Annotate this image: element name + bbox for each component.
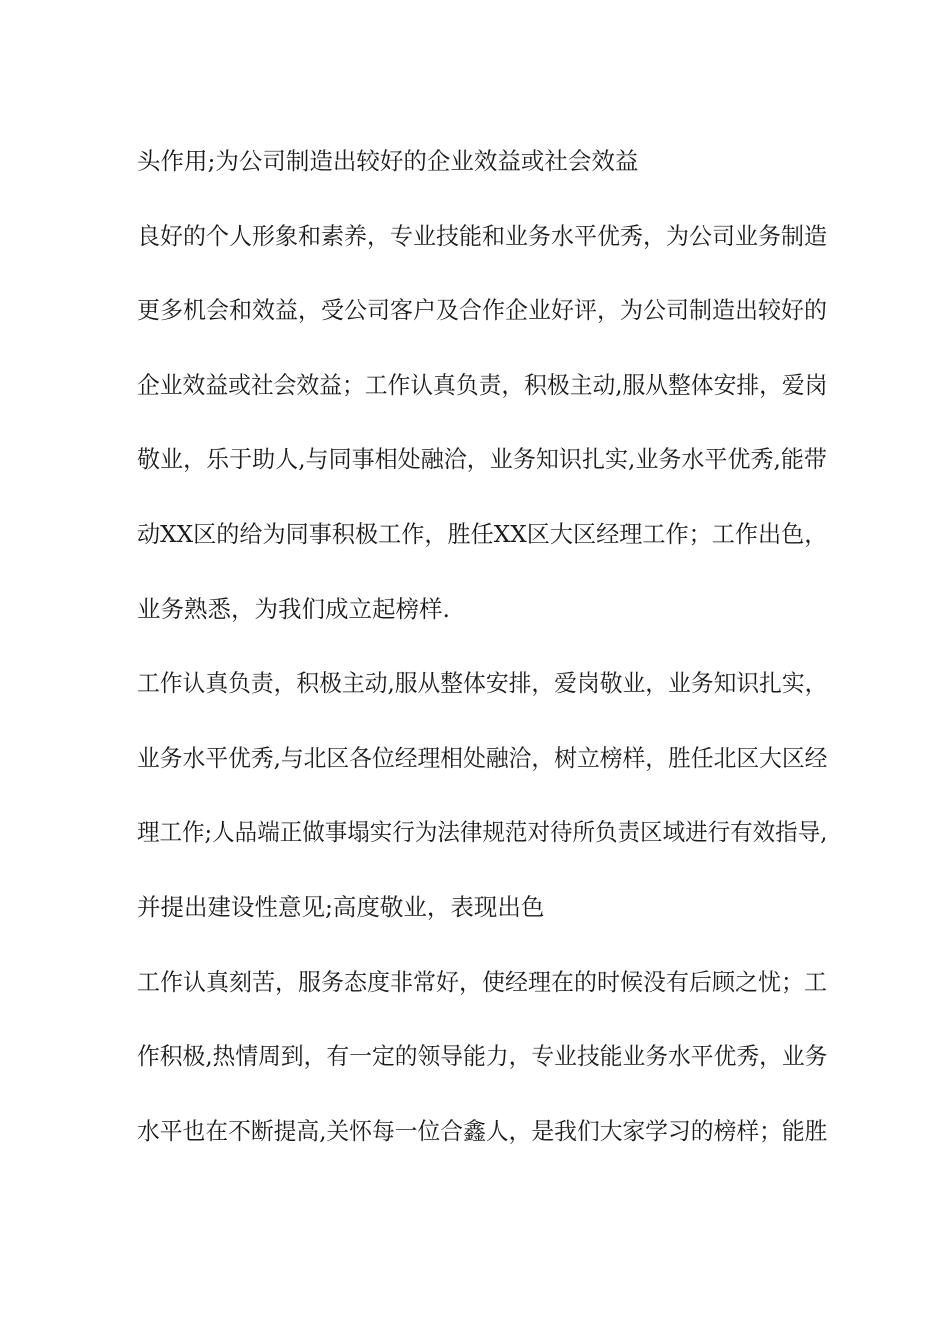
text-line-2: 良好的个人形象和素养，专业技能和业务水平优秀，为公司业务制造 bbox=[137, 222, 827, 250]
text-line-14: 水平也在不断提高,关怀每一位合鑫人，是我们大家学习的榜样；能胜 bbox=[137, 1117, 828, 1145]
text-line-1: 头作用;为公司制造出较好的企业效益或社会效益 bbox=[137, 147, 639, 175]
text-line-5: 敬业，乐于助人,与同事相处融洽，业务知识扎实,业务水平优秀,能带 bbox=[137, 445, 827, 473]
text-line-13: 作积极,热情周到，有一定的领导能力，专业技能业务水平优秀，业务 bbox=[137, 1042, 828, 1070]
text-line-6: 动XX区的给为同事积极工作，胜任XX区大区经理工作；工作出色， bbox=[137, 520, 828, 548]
text-line-4: 企业效益或社会效益；工作认真负责，积极主动,服从整体安排，爱岗 bbox=[137, 371, 828, 399]
text-line-10: 理工作;人品端正做事塌实行为法律规范对待所负责区域进行有效指导, bbox=[137, 818, 828, 846]
text-line-8: 工作认真负责，积极主动,服从整体安排，爱岗敬业，业务知识扎实， bbox=[137, 669, 828, 697]
text-line-9: 业务水平优秀,与北区各位经理相处融洽，树立榜样，胜任北区大区经 bbox=[137, 744, 828, 772]
text-line-11: 并提出建设性意见;高度敬业，表现出色 bbox=[137, 893, 545, 921]
text-line-3: 更多机会和效益，受公司客户及合作企业好评，为公司制造出较好的 bbox=[137, 296, 827, 324]
text-line-7: 业务熟悉，为我们成立起榜样. bbox=[137, 595, 450, 623]
text-line-12: 工作认真刻苦，服务态度非常好，使经理在的时候没有后顾之忧；工 bbox=[137, 968, 827, 996]
